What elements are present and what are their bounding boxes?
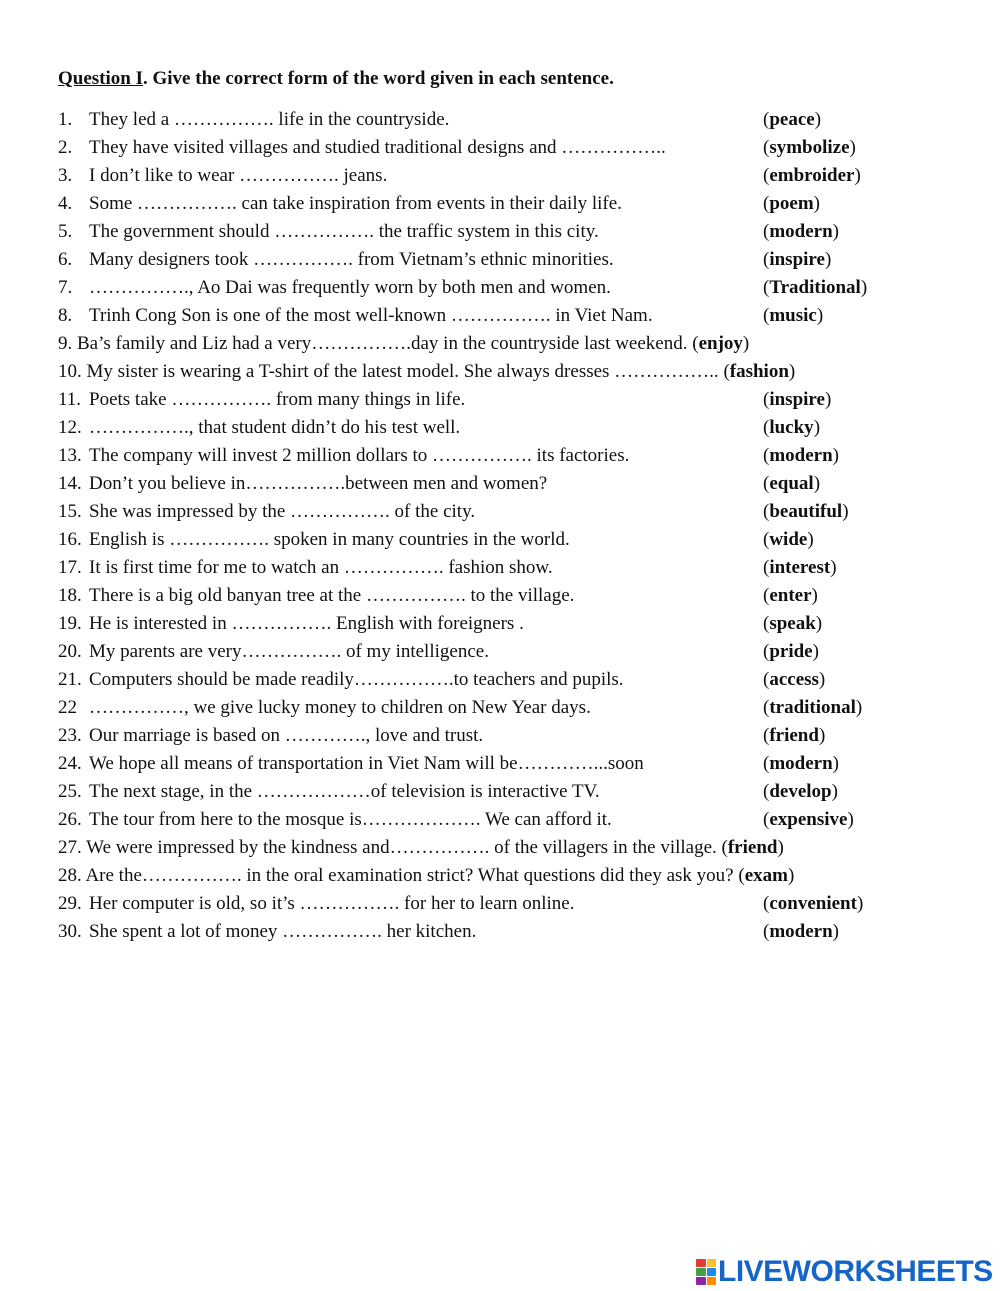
given-word-text: lucky (769, 417, 814, 438)
question-number: 10. (58, 361, 82, 382)
question-sentence: The next stage, in the ………………of television is interactive TV. (89, 781, 600, 802)
given-word-text: pride (769, 641, 813, 662)
given-word: (enter) (763, 585, 818, 606)
given-word: (fashion) (723, 361, 796, 382)
question-sentence: English is ……………. spoken in many countries in the world. (89, 529, 570, 550)
given-word: (music) (763, 305, 824, 326)
question-number: 14. (58, 473, 82, 494)
question-item (58, 554, 958, 582)
given-word-text: expensive (769, 809, 848, 830)
question-number: 23. (58, 725, 82, 746)
logo-tile (696, 1277, 706, 1285)
question-item (58, 274, 958, 302)
given-word: (symbolize) (763, 137, 856, 158)
given-word: (pride) (763, 641, 819, 662)
given-word-text: wide (769, 529, 808, 550)
question-item (58, 750, 958, 778)
question-item (58, 386, 958, 414)
question-list (58, 106, 958, 946)
question-number: 28. (58, 865, 82, 886)
question-item (58, 862, 958, 890)
given-word: (exam) (738, 865, 795, 886)
given-word: (friend) (721, 837, 784, 858)
question-number: 2. (58, 137, 73, 158)
logo-tile (696, 1268, 706, 1276)
question-number: 20. (58, 641, 82, 662)
given-word-text: modern (769, 445, 833, 466)
question-sentence: There is a big old banyan tree at the ……………. to the village. (89, 585, 575, 606)
question-item (58, 414, 958, 442)
given-word-text: symbolize (769, 137, 850, 158)
question-item (58, 106, 958, 134)
given-word: (modern) (763, 221, 839, 242)
given-word-text: fashion (729, 361, 789, 382)
given-word-text: friend (727, 837, 778, 858)
question-label: Question I (58, 68, 143, 89)
question-item (58, 330, 958, 358)
given-word-text: music (769, 305, 817, 326)
given-word: (wide) (763, 529, 814, 550)
question-item (58, 498, 958, 526)
given-word-text: interest (769, 557, 831, 578)
given-word: (inspire) (763, 389, 832, 410)
given-word-text: modern (769, 753, 833, 774)
given-word-text: modern (769, 221, 833, 242)
question-sentence: It is first time for me to watch an ……………. fashion show. (89, 557, 553, 578)
given-word: (embroider) (763, 165, 861, 186)
question-sentence: I don’t like to wear ……………. jeans. (89, 165, 388, 186)
question-sentence: They led a ……………. life in the countryside. (89, 109, 450, 130)
given-word-text: equal (769, 473, 814, 494)
question-item (58, 806, 958, 834)
given-word: (friend) (763, 725, 826, 746)
question-item (58, 694, 958, 722)
logo-text: LIVEWORKSHEETS (718, 1255, 993, 1288)
question-item (58, 778, 958, 806)
question-sentence: Don’t you believe in…………….between men and women? (89, 473, 548, 494)
question-sentence: ……………., that student didn’t do his test well. (89, 417, 461, 438)
question-sentence: Poets take ……………. from many things in life. (89, 389, 466, 410)
given-word-text: enjoy (698, 333, 743, 354)
given-word-text: embroider (769, 165, 855, 186)
question-item (58, 302, 958, 330)
given-word-text: friend (769, 725, 819, 746)
logo-tile (707, 1259, 717, 1267)
given-word: (enjoy) (692, 333, 750, 354)
question-sentence: Many designers took ……………. from Vietnam’s ethnic minorities. (89, 249, 614, 270)
logo-tile (707, 1277, 717, 1285)
question-number: 6. (58, 249, 73, 270)
given-word: (Traditional) (763, 277, 868, 298)
question-number: 16. (58, 529, 82, 550)
given-word-text: exam (744, 865, 788, 886)
given-word: (lucky) (763, 417, 821, 438)
question-number: 13. (58, 445, 82, 466)
question-number: 9. (58, 333, 73, 354)
question-heading (58, 68, 614, 90)
question-sentence: We hope all means of transportation in Viet Nam will be…………...soon (89, 753, 644, 774)
given-word: (convenient) (763, 893, 864, 914)
question-sentence: The company will invest 2 million dollars to ……………. its factories. (89, 445, 630, 466)
given-word: (speak) (763, 613, 823, 634)
logo-mark-icon (696, 1259, 716, 1285)
question-sentence: Her computer is old, so it’s ……………. for her to learn online. (89, 893, 575, 914)
question-item (58, 582, 958, 610)
given-word-text: speak (769, 613, 816, 634)
given-word-text: develop (769, 781, 832, 802)
question-number: 7. (58, 277, 73, 298)
given-word-text: peace (769, 109, 815, 130)
question-item (58, 358, 958, 386)
question-item (58, 666, 958, 694)
question-number: 27. (58, 837, 82, 858)
question-item (58, 638, 958, 666)
given-word: (poem) (763, 193, 820, 214)
given-word: (modern) (763, 445, 839, 466)
question-number: 21. (58, 669, 82, 690)
given-word-text: modern (769, 921, 833, 942)
given-word: (modern) (763, 921, 839, 942)
question-number: 29. (58, 893, 82, 914)
question-item (58, 610, 958, 638)
question-sentence: Our marriage is based on …………., love and trust. (89, 725, 484, 746)
question-sentence: She was impressed by the ……………. of the city. (89, 501, 476, 522)
logo-tile (707, 1268, 717, 1276)
question-sentence: The tour from here to the mosque is………………. We can afford it. (89, 809, 612, 830)
question-sentence: My parents are very……………. of my intelligence. (89, 641, 489, 662)
question-sentence: Trinh Cong Son is one of the most well-known ……………. in Viet Nam. (89, 305, 653, 326)
given-word-text: access (769, 669, 819, 690)
question-item (58, 526, 958, 554)
question-item (58, 134, 958, 162)
question-number: 5. (58, 221, 73, 242)
question-sentence: Some ……………. can take inspiration from events in their daily life. (89, 193, 622, 214)
question-number: 18. (58, 585, 82, 606)
question-item (58, 918, 958, 946)
question-item (58, 218, 958, 246)
given-word: (develop) (763, 781, 838, 802)
liveworksheets-logo (696, 1257, 993, 1287)
question-sentence: My sister is wearing a T-shirt of the latest model. She always dresses …………….. (86, 361, 719, 382)
question-sentence: We were impressed by the kindness and……………. of the villagers in the village. (86, 837, 717, 858)
question-number: 26. (58, 809, 82, 830)
question-item (58, 890, 958, 918)
question-number: 11. (58, 389, 82, 410)
question-number: 22 (58, 697, 77, 718)
question-number: 8. (58, 305, 73, 326)
given-word-text: convenient (769, 893, 857, 914)
given-word: (expensive) (763, 809, 854, 830)
question-item (58, 834, 958, 862)
question-item (58, 162, 958, 190)
given-word: (traditional) (763, 697, 863, 718)
question-item (58, 246, 958, 274)
question-sentence: Computers should be made readily…………….to teachers and pupils. (89, 669, 624, 690)
question-number: 3. (58, 165, 73, 186)
given-word-text: inspire (769, 389, 825, 410)
given-word-text: enter (769, 585, 812, 606)
question-sentence: They have visited villages and studied traditional designs and …………….. (89, 137, 666, 158)
question-number: 19. (58, 613, 82, 634)
given-word: (interest) (763, 557, 837, 578)
given-word-text: inspire (769, 249, 825, 270)
given-word-text: beautiful (769, 501, 843, 522)
question-item (58, 470, 958, 498)
question-sentence: Ba’s family and Liz had a very…………….day in the countryside last weekend. (77, 333, 688, 354)
question-sentence: Are the……………. in the oral examination strict? What questions did they ask you? (85, 865, 734, 886)
question-sentence: ……………., Ao Dai was frequently worn by both men and women. (89, 277, 611, 298)
given-word-text: traditional (769, 697, 856, 718)
given-word: (access) (763, 669, 826, 690)
question-number: 4. (58, 193, 73, 214)
question-item (58, 190, 958, 218)
question-instruction: . Give the correct form of the word given in each sentence. (143, 68, 614, 89)
question-sentence: ……………, we give lucky money to children on New Year days. (89, 697, 591, 718)
question-number: 15. (58, 501, 82, 522)
logo-tile (696, 1259, 706, 1267)
given-word: (inspire) (763, 249, 832, 270)
question-number: 12. (58, 417, 82, 438)
given-word: (peace) (763, 109, 822, 130)
question-number: 25. (58, 781, 82, 802)
question-item (58, 442, 958, 470)
given-word: (modern) (763, 753, 839, 774)
question-number: 24. (58, 753, 82, 774)
question-item (58, 722, 958, 750)
question-number: 17. (58, 557, 82, 578)
given-word: (equal) (763, 473, 821, 494)
question-sentence: She spent a lot of money ……………. her kitchen. (89, 921, 477, 942)
question-number: 30. (58, 921, 82, 942)
question-sentence: The government should ……………. the traffic system in this city. (89, 221, 599, 242)
question-sentence: He is interested in ……………. English with foreigners . (89, 613, 524, 634)
given-word-text: poem (769, 193, 814, 214)
question-number: 1. (58, 109, 73, 130)
given-word-text: Traditional (769, 277, 861, 298)
given-word: (beautiful) (763, 501, 849, 522)
